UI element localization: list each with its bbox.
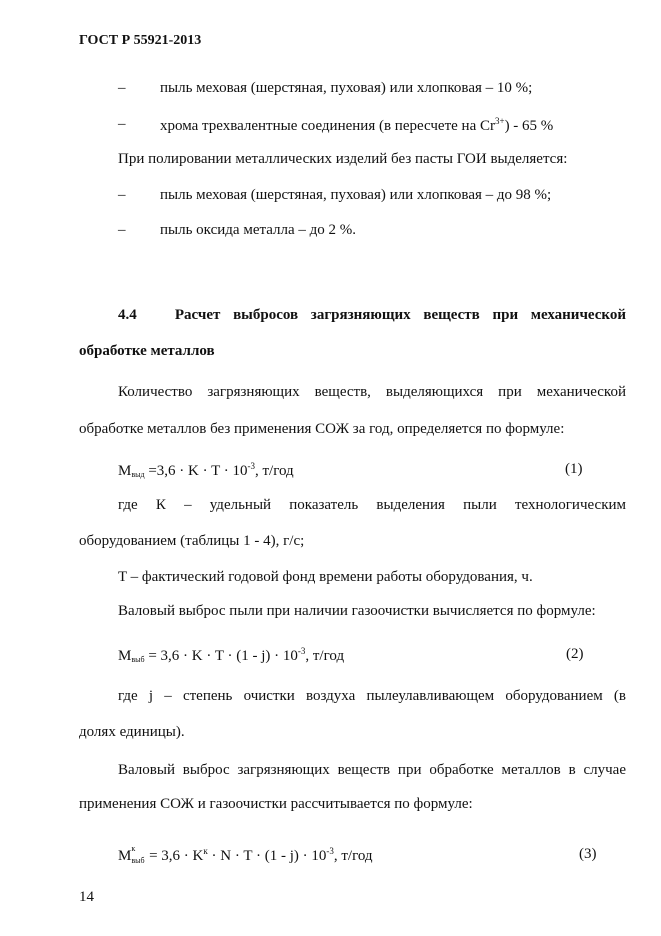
eq-exponent: -3 <box>297 646 306 656</box>
list-item <box>160 116 553 135</box>
list-dash: – <box>118 116 126 132</box>
document-header: ГОСТ Р 55921-2013 <box>79 33 202 48</box>
eq-body: · N · T · (1 - j) · 10 <box>207 848 327 864</box>
t-definition: T – фактический годовой фонд времени работы оборудования, ч. <box>118 569 533 585</box>
eq-symbol: M <box>118 648 132 664</box>
eq-unit: , т/год <box>305 648 345 664</box>
eq-subscript: выб <box>131 655 145 664</box>
eq-unit: , т/год <box>333 848 373 864</box>
paragraph-line: Количество загрязняющих веществ, выделяющихся при механической <box>118 384 626 400</box>
superscript: 3+ <box>494 116 505 126</box>
list-item-text: ) - 65 % <box>504 118 554 134</box>
eq-body: = 3,6 · K <box>145 848 204 864</box>
equation-1 <box>118 461 294 480</box>
list-item: пыль меховая (шерстяная, пуховая) или хлопковая – 10 %; <box>160 80 533 96</box>
page-number: 14 <box>79 889 94 905</box>
list-dash: – <box>118 187 126 203</box>
eq-index-stack <box>131 844 145 865</box>
equation-number: (1) <box>565 461 583 477</box>
equation-number: (3) <box>579 846 597 862</box>
paragraph-line: где j – степень очистки воздуха пылеулавливающем оборудованием (в <box>118 688 626 704</box>
equation-2 <box>118 646 344 665</box>
eq-subscript: выб <box>131 856 145 865</box>
list-dash: – <box>118 80 126 96</box>
eq-body: =3,6 · K · T · 10 <box>144 463 248 479</box>
paragraph-line: применения СОЖ и газоочистки рассчитывается по формуле: <box>79 796 473 812</box>
equation-3 <box>118 846 373 865</box>
section-heading <box>118 307 626 324</box>
list-item-text: хрома трехвалентные соединения (в пересчете на Cr <box>160 118 495 134</box>
paragraph-line: где К – удельный показатель выделения пыли технологическим <box>118 497 626 513</box>
eq-exponent: -3 <box>247 461 255 471</box>
eq-body: = 3,6 · K · T · (1 - j) · 10 <box>144 648 298 664</box>
eq-exponent: -3 <box>326 846 334 856</box>
list-item: пыль оксида металла – до 2 %. <box>160 222 357 238</box>
paragraph-line: оборудованием (таблицы 1 - 4), г/с; <box>79 533 305 549</box>
list-item: пыль меховая (шерстяная, пуховая) или хлопковая – до 98 %; <box>160 187 552 203</box>
eq-superscript: к <box>203 846 208 856</box>
section-number: 4.4 <box>118 307 137 323</box>
eq-superscript: к <box>131 844 136 853</box>
section-title-line2: обработке металлов <box>79 343 215 359</box>
paragraph-line: Валовый выброс пыли при наличии газоочистки вычисляется по формуле: <box>118 603 596 619</box>
section-title-line1: Расчет выбросов загрязняющих веществ при механической <box>174 307 626 323</box>
paragraph-line: обработке металлов без применения СОЖ за год, определяется по формуле: <box>79 421 565 437</box>
eq-unit: , т/год <box>254 463 294 479</box>
paragraph-line: Валовый выброс загрязняющих веществ при обработке металлов в случае <box>118 762 626 778</box>
eq-symbol: M <box>118 848 132 864</box>
eq-subscript: выд <box>131 470 145 479</box>
equation-number: (2) <box>566 646 584 662</box>
paragraph-line: долях единицы). <box>79 724 185 740</box>
polish-intro: При полировании металлических изделий без пасты ГОИ выделяется: <box>118 151 568 167</box>
list-dash: – <box>118 222 126 238</box>
eq-symbol: M <box>118 463 132 479</box>
